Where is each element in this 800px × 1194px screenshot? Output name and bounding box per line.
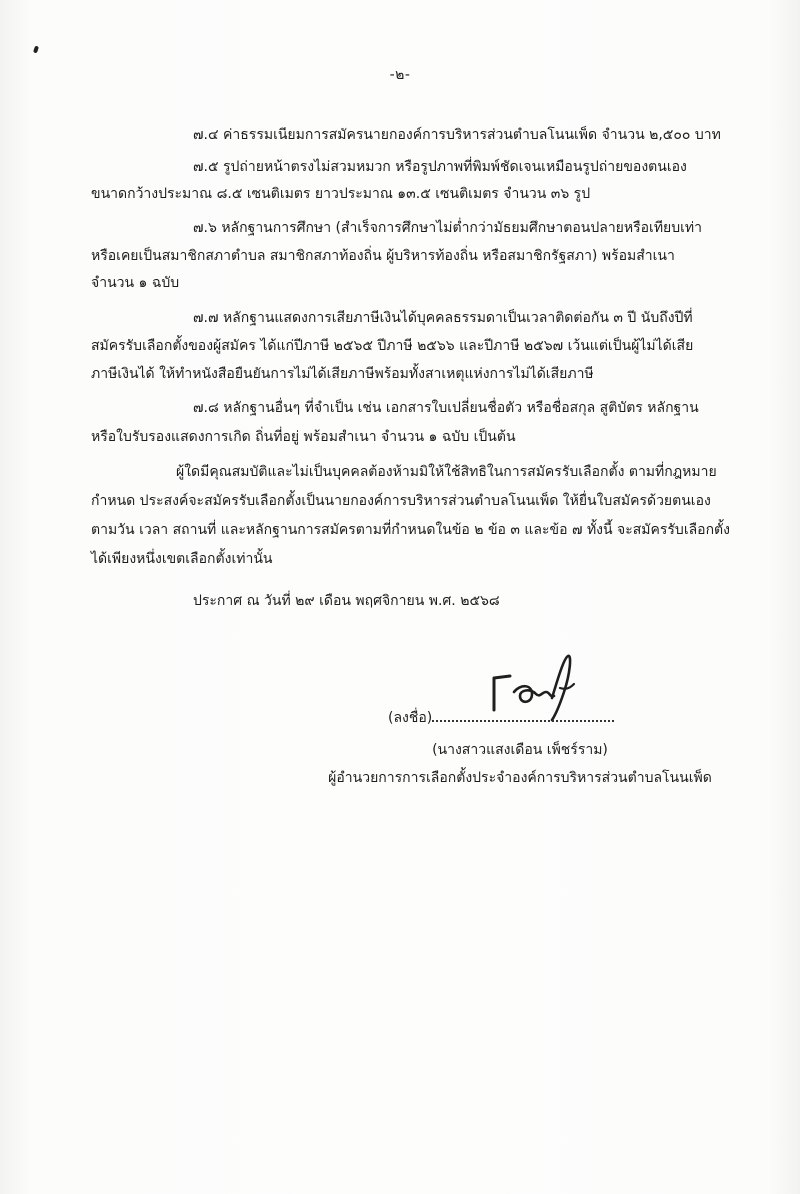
- item-7-7-line-3: ภาษีเงินได้ ให้ทำหนังสือยืนยันการไม่ได้เสียภาษีพร้อมทั้งสาเหตุแห่งการไม่ได้เสียภาษี: [91, 366, 594, 382]
- closing-paragraph-line-1: ผู้ใดมีคุณสมบัติและไม่เป็นบุคคลต้องห้ามมิให้ใช้สิทธิในการสมัครรับเลือกตั้ง ตามที่กฎหมาย: [176, 464, 717, 480]
- closing-paragraph-line-4: ได้เพียงหนึ่งเขตเลือกตั้งเท่านั้น: [91, 551, 273, 567]
- signer-title: ผู้อำนวยการการเลือกตั้งประจำองค์การบริหารส่วนตำบลโนนเพ็ด: [328, 770, 712, 786]
- item-7-7-line-2: สมัครรับเลือกตั้งของผู้สมัคร ได้แก่ปีภาษี ๒๕๖๕ ปีภาษี ๒๕๖๖ และปีภาษี ๒๕๖๗ เว้นแต่เป็นผู้ไม่ได้เสีย: [91, 338, 694, 354]
- item-7-6-line-2: หรือเคยเป็นสมาชิกสภาตำบล สมาชิกสภาท้องถิ่น ผู้บริหารท้องถิ่น หรือสมาชิกรัฐสภา) พร้อมสำเนา: [91, 248, 675, 264]
- item-7-4-line-1: ๗.๔ ค่าธรรมเนียมการสมัครนายกองค์การบริหารส่วนตำบลโนนเพ็ด จำนวน ๒,๕๐๐ บาท: [193, 127, 721, 143]
- announcement-date: ประกาศ ณ วันที่ ๒๙ เดือน พฤศจิกายน พ.ศ. ๒๕๖๘: [193, 593, 500, 609]
- item-7-5-line-2: ขนาดกว้างประมาณ ๘.๕ เซนติเมตร ยาวประมาณ ๑๓.๕ เซนติเมตร จำนวน ๓๖ รูป: [91, 186, 591, 202]
- closing-paragraph-line-3: ตามวัน เวลา สถานที่ และหลักฐานการสมัครตามที่กำหนดในข้อ ๒ ข้อ ๓ และข้อ ๗ ทั้งนี้ จะสมัครรับเลือกตั้ง: [91, 522, 730, 538]
- item-7-6-line-3: จำนวน ๑ ฉบับ: [91, 275, 180, 291]
- page-number: -๒-: [389, 67, 411, 83]
- item-7-7-line-1: ๗.๗ หลักฐานแสดงการเสียภาษีเงินได้บุคคลธรรมดาเป็นเวลาติดต่อกัน ๓ ปี นับถึงปีที่: [193, 310, 693, 326]
- signature-dotted-line: [432, 720, 614, 722]
- scan-speck: [33, 46, 39, 54]
- item-7-6-line-1: ๗.๖ หลักฐานการศึกษา (สำเร็จการศึกษาไม่ต่ำกว่ามัธยมศึกษาตอนปลายหรือเทียบเท่า: [193, 220, 703, 236]
- handwritten-signature: [480, 648, 580, 726]
- item-7-8-line-2: หรือใบรับรองแสดงการเกิด ถิ่นที่อยู่ พร้อมสำเนา จำนวน ๑ ฉบับ เป็นต้น: [91, 429, 516, 445]
- signature-label: (ลงชื่อ): [388, 710, 433, 726]
- closing-paragraph-line-2: กำหนด ประสงค์จะสมัครรับเลือกตั้งเป็นนายกองค์การบริหารส่วนตำบลโนนเพ็ด ให้ยื่นใบสมัครด้วยตนเอง: [91, 493, 711, 509]
- signer-name: (นางสาวแสงเดือน เพ็ชร์ราม): [432, 742, 608, 758]
- item-7-8-line-1: ๗.๘ หลักฐานอื่นๆ ที่จำเป็น เช่น เอกสารใบเปลี่ยนชื่อตัว หรือชื่อสกุล สูติบัตร หลักฐาน: [193, 400, 699, 416]
- item-7-5-line-1: ๗.๕ รูปถ่ายหน้าตรงไม่สวมหมวก หรือรูปภาพที่พิมพ์ชัดเจนเหมือนรูปถ่ายของตนเอง: [193, 159, 687, 175]
